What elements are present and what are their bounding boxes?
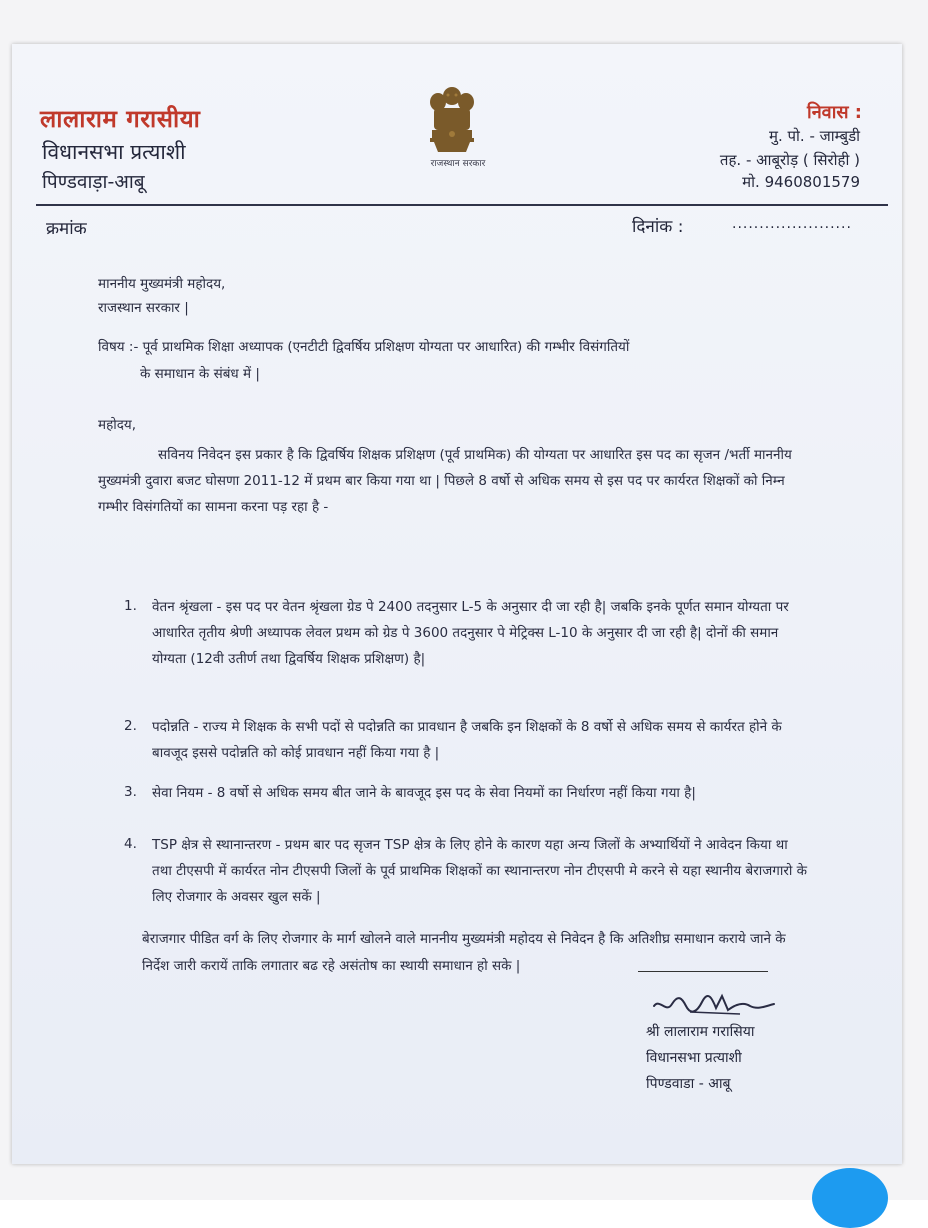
letterhead-place: पिण्डवाड़ा-आबू <box>42 171 145 193</box>
letter-page <box>12 44 902 1164</box>
closing-paragraph: बेराजगार पीडित वर्ग के लिए रोजगार के मार्ग खोलने वाले माननीय मुख्यमंत्री महोदय से निवेदन है कि अतिशीघ्र समाधान कराये जाने के निर्देश जारी करायें ताकि लगातार बढ रहे असंतोष का स्थायी समाधान हो सके | <box>142 931 786 974</box>
list-item-number: 3. <box>124 784 137 800</box>
signatory-place: पिण्डवाडा - आबू <box>646 1076 731 1092</box>
address-line-2: तह. - आबूरोड़ ( सिरोही ) <box>719 151 860 169</box>
list-item-text: सेवा नियम - 8 वर्षो से अधिक समय बीत जाने के बावजूद इस पद के सेवा नियमों का निर्धारण नहीं किया गया है| <box>152 785 696 801</box>
subject-line-1: विषय :- पूर्व प्राथमिक शिक्षा अध्यापक (एनटीटी द्विवर्षिय प्रशिक्षण योग्यता पर आधारित) की गम्भीर विसंगतियों <box>98 339 630 355</box>
addressee-line-2: राजस्थान सरकार | <box>98 300 189 316</box>
list-item-text: पदोन्नति - राज्य मे शिक्षक के सभी पदों से पदोन्नति का प्रावधान है जबकि इन शिक्षकों के 8 वर्षो से अधिक समय से कार्यरत होने के बावजूद इससे पदोन्नति को कोई प्रावधान नहीं किया गया है | <box>152 719 782 761</box>
letterhead-role: विधानसभा प्रत्याशी <box>42 140 186 164</box>
subject-line-2: के समाधान के संबंध में | <box>140 366 260 382</box>
emblem-caption: राजस्थान सरकार <box>430 159 486 169</box>
date-label: दिनांक : <box>632 217 684 237</box>
addressee-line-1: माननीय मुख्यमंत्री महोदय, <box>98 276 226 292</box>
list-item-text: वेतन श्रृंखला - इस पद पर वेतन श्रृंखला ग्रेड पे 2400 तदनुसार L-5 के अनुसार दी जा रही है| जबकि इनके पूर्णत समान योग्यता पर आधारित तृतीय श्रेणी अध्यापक लेवल प्रथम को ग्रेड पे 3600 तदनुसार पे मेट्रिक्स L-10 के अनुसार दी जा रही है| दोनों की समान योग्यता (12वी उतीर्ण तथा द्विवर्षिय शिक्षक प्रशिक्षण) है| <box>152 599 789 667</box>
address-line-1: मु. पो. - जाम्बुडी <box>769 127 860 145</box>
salutation: महोदय, <box>98 417 137 433</box>
letterhead-name: लालाराम गरासीया <box>40 105 201 133</box>
signatory-name: श्री लालाराम गरासिया <box>646 1024 755 1040</box>
date-blank: ...................... <box>732 216 852 232</box>
list-item-number: 2. <box>124 718 137 734</box>
phone-number: मो. 9460801579 <box>742 173 860 191</box>
letterhead-divider <box>36 204 888 206</box>
list-item-number: 4. <box>124 836 137 852</box>
intro-paragraph: सविनय निवेदन इस प्रकार है कि द्विवर्षिय शिक्षक प्रशिक्षण (पूर्व प्राथमिक) की योग्यता पर आधारित इस पद का सृजन /भर्ती माननीय मुख्यमंत्री दुवारा बजट घोसणा 2011-12 में प्रथम बार किया गया था | पिछले 8 वर्षो से अधिक समय से इस पद पर कार्यरत शिक्षकों को निम्न गम्भीर विसंगतियों का सामना करना पड़ रहा है - <box>98 447 792 515</box>
handwritten-signature <box>650 984 780 1024</box>
list-item-number: 1. <box>124 598 137 614</box>
signature-line <box>638 971 768 972</box>
share-fab-button[interactable] <box>812 1168 888 1228</box>
list-item-text: TSP क्षेत्र से स्थानान्तरण - प्रथम बार पद सृजन TSP क्षेत्र के लिए होने के कारण यहा अन्य जिलों के अभ्यार्थियों ने आवेदन किया था तथा टीएसपी में कार्यरत नोन टीएसपी जिलों के पूर्व प्राथमिक शिक्षकों का स्थानान्तरण नोन टीएसपी मे करने से यहा स्थानीय बेराजगारो के लिए रोजगार के अवसर खुल सकें | <box>152 837 808 905</box>
reference-number-label: क्रमांक <box>46 219 87 239</box>
residence-label: निवास : <box>807 102 862 123</box>
signatory-role: विधानसभा प्रत्याशी <box>646 1050 742 1066</box>
